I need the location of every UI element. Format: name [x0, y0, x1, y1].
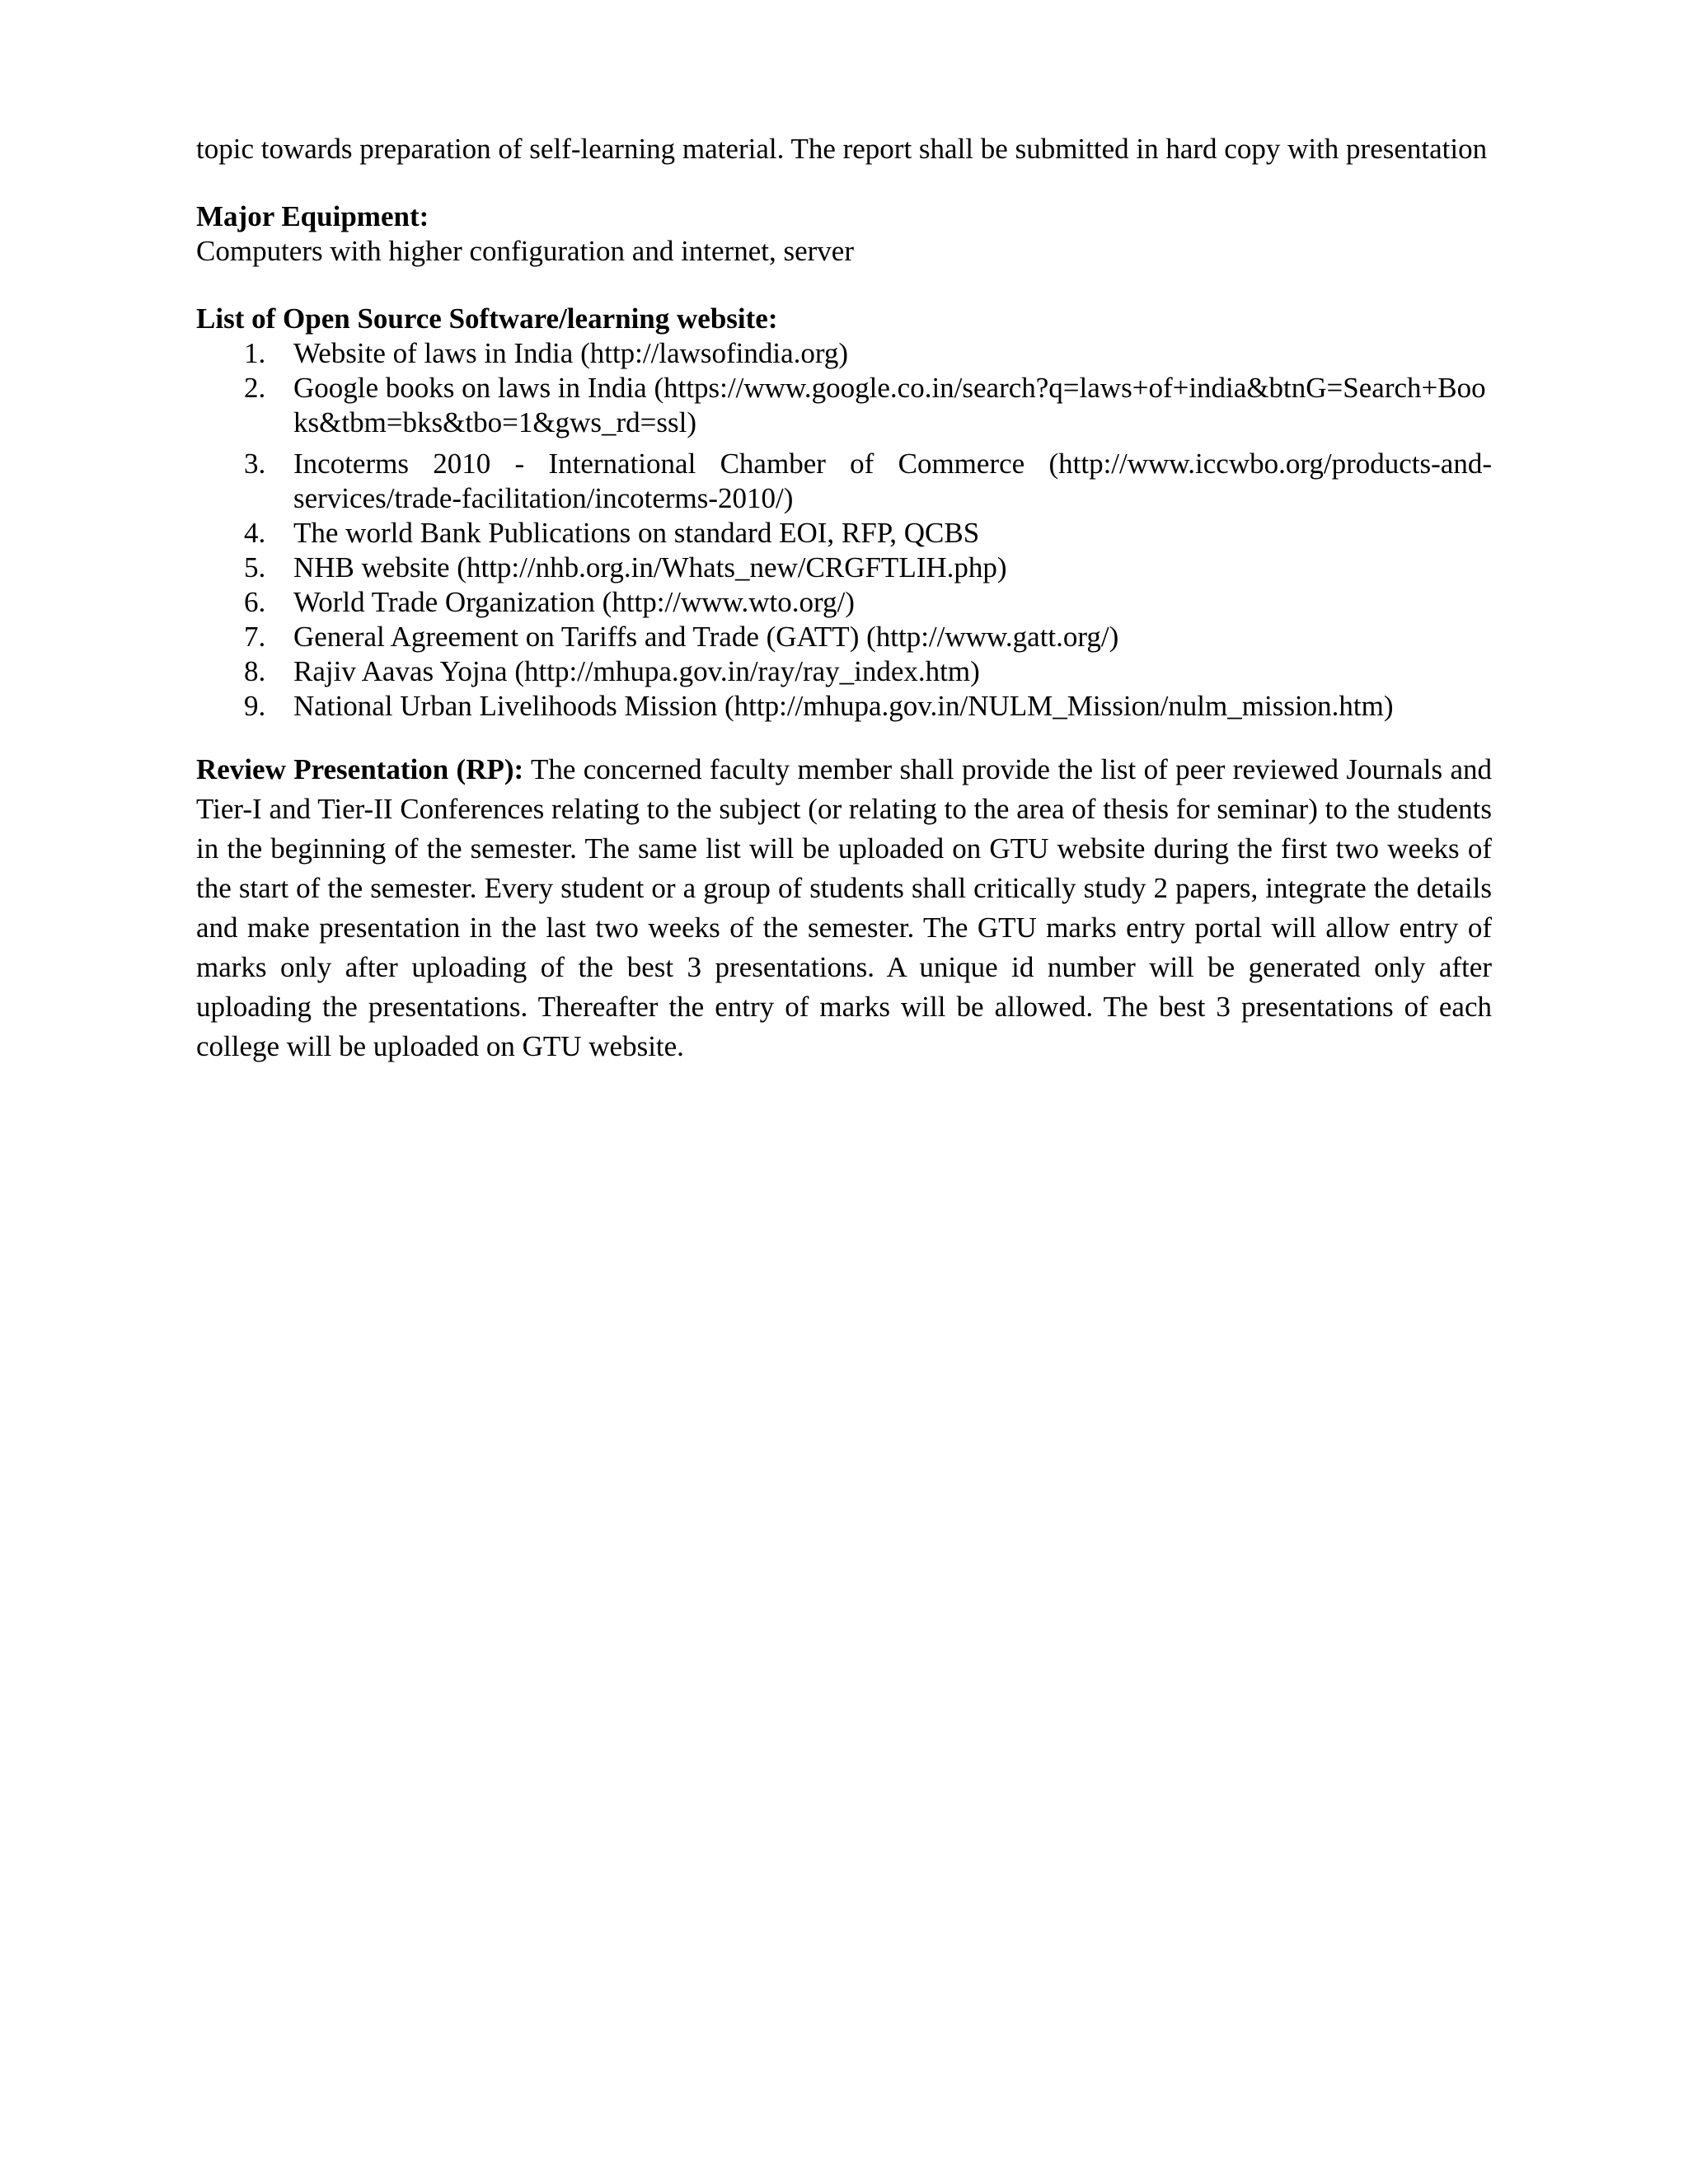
- list-item-text: World Trade Organization (http://www.wto.org/): [293, 586, 855, 618]
- list-item: [196, 585, 1492, 620]
- list-item-text: Incoterms 2010 - International Chamber of Commerce (http://www.iccwbo.org/products-and-services/trade-facilitation/incoterms-2010/): [293, 448, 1492, 514]
- list-item-number: 9.: [244, 690, 266, 722]
- list-item-number: 1.: [244, 337, 266, 369]
- list-item: [196, 371, 1492, 440]
- document-page: [196, 132, 1492, 1066]
- list-item-text: Rajiv Aavas Yojna (http://mhupa.gov.in/ray/ray_index.htm): [293, 655, 980, 687]
- list-item: [196, 654, 1492, 689]
- list-item-number: 8.: [244, 655, 266, 687]
- list-item: [196, 689, 1492, 724]
- list-item-number: 2.: [244, 372, 266, 404]
- list-item-text: The world Bank Publications on standard EOI, RFP, QCBS: [293, 517, 980, 549]
- list-item-number: 6.: [244, 586, 266, 618]
- list-item: [196, 516, 1492, 551]
- major-equipment-section: [196, 199, 1492, 269]
- major-equipment-text: Computers with higher configuration and internet, server: [196, 235, 854, 267]
- review-presentation-text: The concerned faculty member shall provide the list of peer reviewed Journals and Tier-I and Tier-II Conferences relating to the subject (or relating to the area of thesis for seminar) to the students in the beginning of the semester. The same list will be uploaded on GTU website during the first two weeks of the start of the semester. Every student or a group of students shall critically study 2 papers, integrate the details and make presentation in the last two weeks of the semester. The GTU marks entry portal will allow entry of marks only after uploading of the best 3 presentations. A unique id number will be generated only after uploading the presentations. Thereafter the entry of marks will be allowed. The best 3 presentations of each college will be uploaded on GTU website.: [196, 753, 1493, 1062]
- list-item-number: 3.: [244, 448, 266, 480]
- list-item: [196, 447, 1492, 516]
- list-item-number: 4.: [244, 517, 266, 549]
- list-item-text: Google books on laws in India (https://www.google.co.in/search?q=laws+of+india&btnG=Search+Books&tbm=bks&tbo=1&gws_rd=ssl): [293, 372, 1486, 438]
- list-item: [196, 336, 1492, 371]
- list-item-text: General Agreement on Tariffs and Trade (GATT) (http://www.gatt.org/): [293, 621, 1119, 653]
- list-item: [196, 620, 1492, 654]
- list-item-text: NHB website (http://nhb.org.in/Whats_new/CRGFTLIH.php): [293, 551, 1007, 583]
- software-list-heading: List of Open Source Software/learning website:: [196, 302, 778, 335]
- list-item-text: Website of laws in India (http://lawsofindia.org): [293, 337, 849, 369]
- review-presentation-paragraph: [196, 750, 1492, 1066]
- review-presentation-label: Review Presentation (RP):: [196, 753, 524, 785]
- list-item-number: 5.: [244, 551, 266, 583]
- software-list: [196, 336, 1492, 724]
- major-equipment-heading: Major Equipment:: [196, 200, 429, 232]
- list-item-text: National Urban Livelihoods Mission (http://mhupa.gov.in/NULM_Mission/nulm_mission.htm): [293, 690, 1394, 722]
- list-item-number: 7.: [244, 621, 266, 653]
- intro-paragraph: topic towards preparation of self-learning material. The report shall be submitted in hard copy with presentation: [196, 133, 1488, 165]
- software-list-section: [196, 302, 1492, 724]
- list-item: [196, 551, 1492, 585]
